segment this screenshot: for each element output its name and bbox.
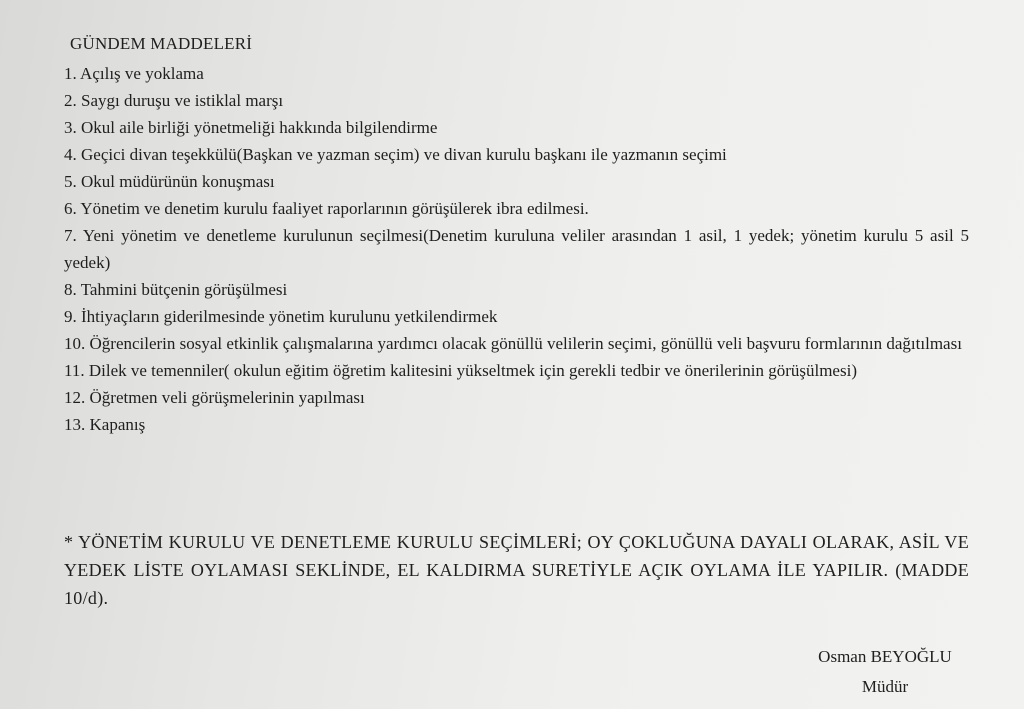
agenda-heading: GÜNDEM MADDELERİ bbox=[70, 34, 253, 53]
agenda-item: 7. Yeni yönetim ve denetleme kurulunun seçilmesi(Denetim kuruluna veliler arasından 1 asil, 1 yedek; yönetim kurulu 5 asil 5 yedek) bbox=[64, 226, 969, 272]
agenda-item: 4. Geçici divan teşekkülü(Başkan ve yazman seçim) ve divan kurulu başkanı ile yazmanın seçimi bbox=[64, 145, 727, 164]
signature-title: Müdür bbox=[861, 677, 909, 696]
agenda-list bbox=[64, 60, 969, 438]
agenda-item: 9. İhtiyaçların giderilmesinde yönetim kurulunu yetkilendirmek bbox=[64, 307, 498, 326]
agenda-item: 5. Okul müdürünün konuşması bbox=[64, 172, 275, 191]
agenda-item: 12. Öğretmen veli görüşmelerinin yapılması bbox=[64, 388, 365, 407]
agenda-item: 3. Okul aile birliği yönetmeliği hakkında bilgilendirme bbox=[64, 118, 438, 137]
election-note: * YÖNETİM KURULU VE DENETLEME KURULU SEÇİMLERİ; OY ÇOKLUĞUNA DAYALI OLARAK, ASİL VE YEDEK LİSTE OYLAMASI SEKLİNDE, EL KALDIRMA SURETİYLE AÇIK OYLAMA İLE YAPILIR. (MADDE 10/d). bbox=[64, 532, 969, 608]
agenda-item: 8. Tahmini bütçenin görüşülmesi bbox=[64, 280, 288, 299]
signature-name: Osman BEYOĞLU bbox=[818, 647, 952, 666]
agenda-item: 6. Yönetim ve denetim kurulu faaliyet raporlarının görüşülerek ibra edilmesi. bbox=[64, 199, 589, 218]
agenda-item: 13. Kapanış bbox=[64, 415, 146, 434]
signature-block bbox=[790, 642, 980, 702]
agenda-item: 2. Saygı duruşu ve istiklal marşı bbox=[64, 91, 284, 110]
agenda-item: 1. Açılış ve yoklama bbox=[64, 64, 204, 83]
agenda-item: 11. Dilek ve temenniler( okulun eğitim öğretim kalitesini yükseltmek için gerekli tedbir ve önerilerinin görüşülmesi) bbox=[64, 361, 857, 380]
agenda-item: 10. Öğrencilerin sosyal etkinlik çalışmalarına yardımcı olacak gönüllü velilerin seçimi, gönüllü veli başvuru formlarının dağıtılması bbox=[64, 334, 962, 353]
